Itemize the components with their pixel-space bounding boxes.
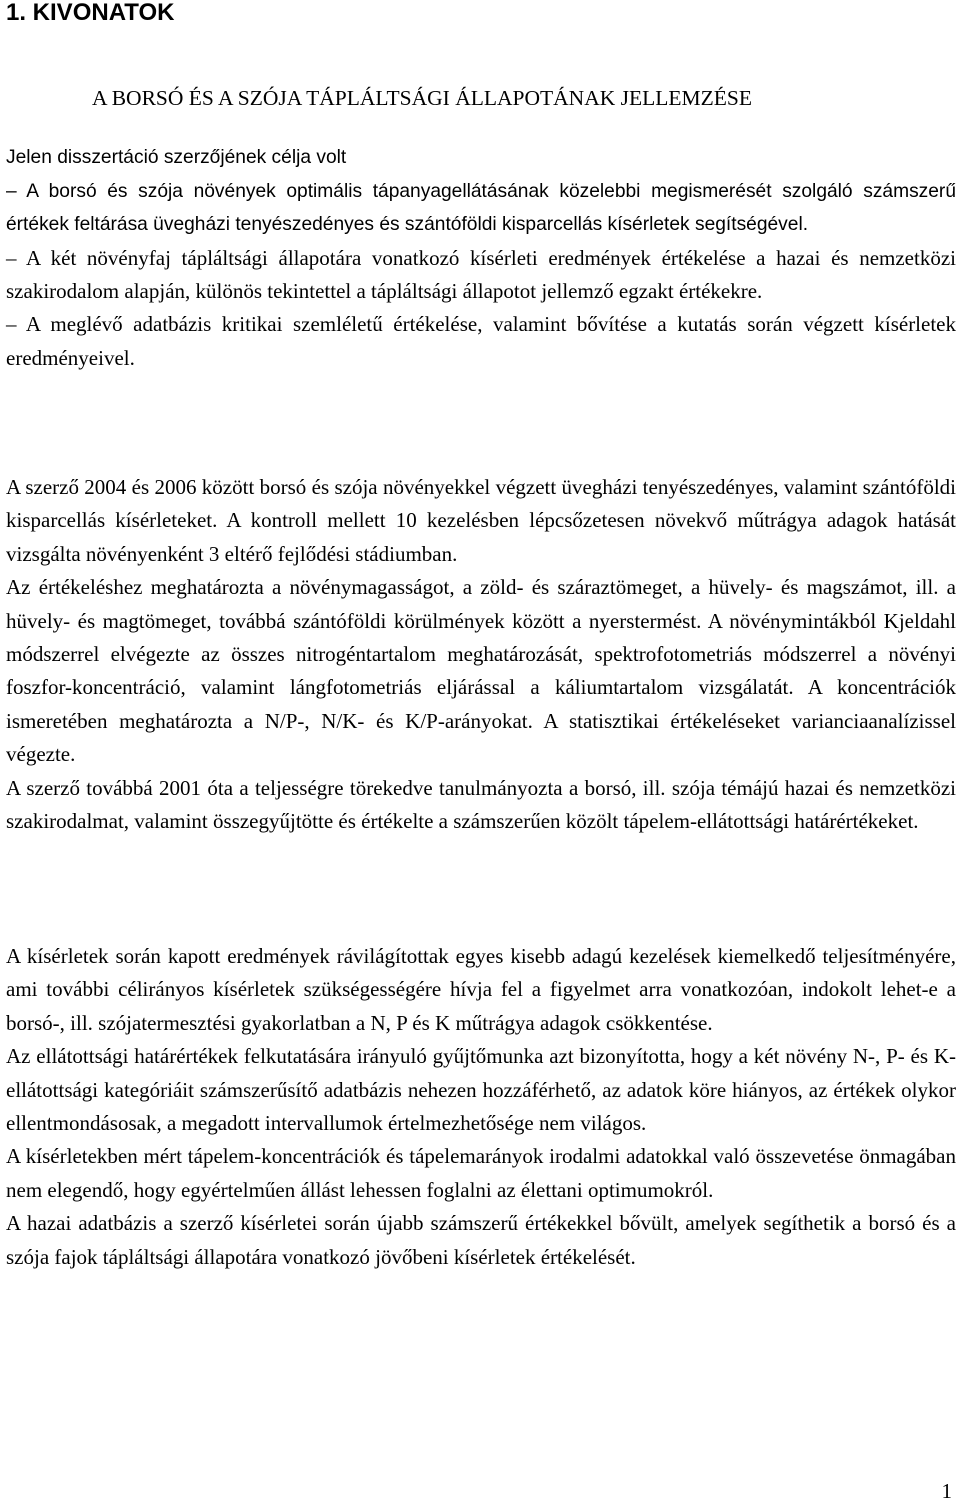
aim-item-1: – A borsó és szója növények optimális tápanyagellátásának közelebbi megismerését szolgáló számszerű értékek feltárása üvegházi tenyészedényes és szántóföldi kisparcellás kísérletek segítségével.: [6, 180, 956, 235]
chapter-heading: 1. KIVONATOK: [6, 0, 175, 26]
methods-paragraph-1: A szerző 2004 és 2006 között borsó és szója növényekkel végzett üvegházi tenyészedényes, valamint szántóföldi kisparcellás kísérleteket. A kontroll mellett 10 kezelésben lépcsőzetesen növekvő műtrágya adagok hatását vizsgálta növényenként 3 eltérő fejlődési stádiumban.: [6, 475, 956, 566]
aim-item-2: – A két növényfaj tápláltsági állapotára vonatkozó kísérleti eredmények értékelése a hazai és nemzetközi szakirodalom alapján, különös tekintettel a tápláltsági állapotot jellemző egzakt értékekre.: [6, 245, 956, 303]
results-paragraph-2: Az ellátottsági határértékek felkutatására irányuló gyűjtőmunka azt bizonyította, hogy a két növény N-, P- és K-ellátottsági kategóriáit számszerűsítő adatbázis nehezen hozzáférhető, az adatok köre hiányos, az értékek olykor ellentmondásosak, a megadott intervallumok értelmezhetősége nem világos.: [6, 1044, 956, 1136]
methods-paragraph-2: Az értékeléshez meghatározta a növénymagasságot, a zöld- és száraztömeget, a hüvely- és magszámot, ill. a hüvely- és magtömeget, továbbá szántóföldi körülmények között a nyerstermést. A növénymintákból Kjeldahl módszerrel elvégezte az összes nitrogéntartalom meghatározását, spektrofotometriás módszerrel a növényi foszfor-koncentráció, valamint lángfotometriás eljárással a káliumtartalom vizsgálatát. A koncentrációk ismeretében meghatározta a N/P-, N/K- és K/P-arányokat. A statisztikai értékeléseket varianciaanalízissel végezte.: [6, 575, 956, 767]
aims-lead: Jelen disszertáció szerzőjének célja volt: [6, 147, 347, 168]
results-paragraph-3: A kísérletekben mért tápelem-koncentrációk és tápelemarányok irodalmi adatokkal való összevetése önmagában nem elegendő, hogy egyértelműen állást lehessen foglalni az élettani optimumokról.: [6, 1144, 956, 1202]
methods-paragraph-3: A szerző továbbá 2001 óta a teljességre törekedve tanulmányozta a borsó, ill. szója témájú hazai és nemzetközi szakirodalmat, valamint összegyűjtötte és értékelte a számszerűen közölt tápelem-ellátottsági határértékeket.: [6, 775, 956, 834]
results-section: [6, 940, 956, 1274]
aims-section: [6, 141, 956, 375]
methods-section: [6, 471, 956, 838]
results-paragraph-4: A hazai adatbázis a szerző kísérletei során újabb számszerű értékekkel bővült, amelyek segíthetik a borsó és a szója fajok tápláltsági állapotára vonatkozó jövőbeni kísérletek értékelését.: [6, 1211, 956, 1269]
aim-item-3: – A meglévő adatbázis kritikai szemléletű értékelése, valamint bővítése a kutatás során végzett kísérletek eredményeivel.: [6, 312, 956, 370]
results-paragraph-1: A kísérletek során kapott eredmények rávilágítottak egyes kisebb adagú kezelések kiemelkedő teljesítményére, ami további célirányos kísérletek szükségességére hívja fel a figyelmet arra vonatkozóan, indokolt lehet-e a borsó-, ill. szójatermesztési gyakorlatban a N, P és K műtrágya adagok csökkentése.: [6, 944, 956, 1035]
page-number: 1: [941, 1479, 952, 1503]
section-title: A BORSÓ ÉS A SZÓJA TÁPLÁLTSÁGI ÁLLAPOTÁNAK JELLEMZÉSE: [92, 86, 752, 110]
